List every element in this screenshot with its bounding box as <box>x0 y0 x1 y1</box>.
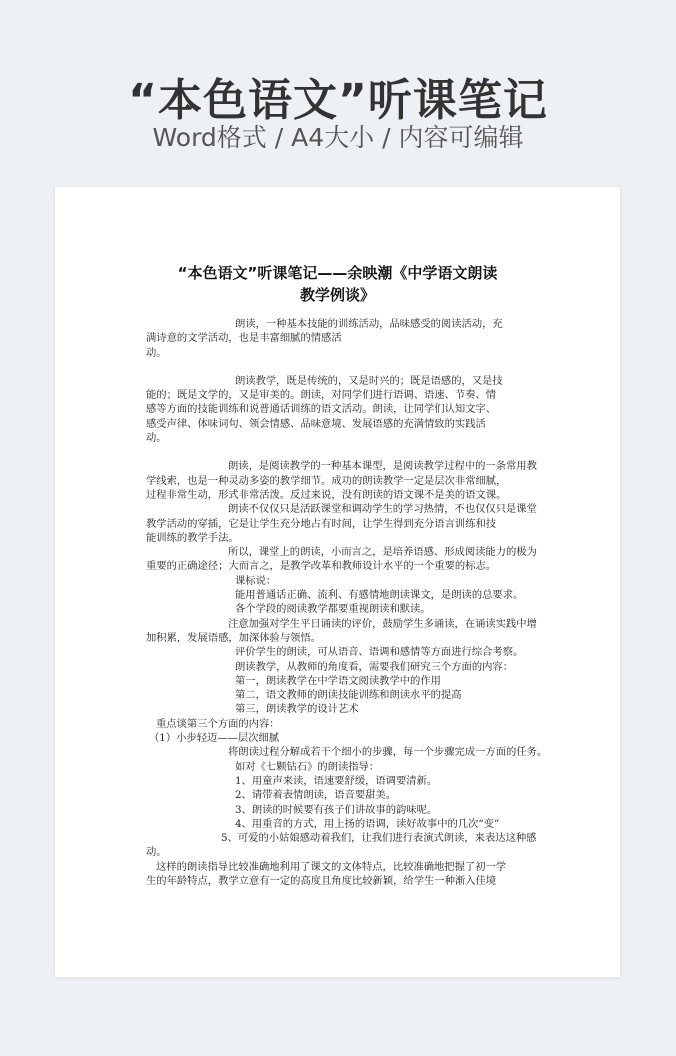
document-line: 4、用重音的方式，用上扬的语调，读好故事中的几次“变” <box>235 817 500 830</box>
document-line: 感受声律、体味词句、领会情感、品味意境、发展语感的充满情致的实践活 <box>146 417 486 430</box>
document-line: 教学活动的穿插，它是让学生充分地占有时间，让学生得到充分语言训练和技 <box>146 517 497 530</box>
document-line: 第一，朗读教学在中学语文阅读教学中的作用 <box>235 674 441 687</box>
document-line: 动。 <box>146 432 167 445</box>
document-line: 2、请带着表情朗读，语音要甜美。 <box>235 789 397 802</box>
document-line: 能的；既是文学的，又是审美的。朗读，对同学们进行语调、语速、节奏、情 <box>146 389 497 402</box>
document-title-line: 教学例谈》 <box>299 286 375 304</box>
document-line: 朗读教学，从教师的角度看，需要我们研究三个方面的内容： <box>235 660 514 673</box>
document-line: 重点谈第三个方面的内容： <box>156 717 280 730</box>
document-line: 所以，课堂上的朗读，小而言之，是培养语感、形成阅读能力的极为 <box>228 546 537 559</box>
document-line: 朗读教学，既是传统的，又是时兴的；既是语感的，又是技 <box>235 374 503 387</box>
document-line: 学线索，也是一种灵动多姿的教学细节。成功的朗读教学一定是层次非常细腻， <box>146 474 507 487</box>
document-line: 能训练的教学手法。 <box>146 531 239 544</box>
document-line: 课标说： <box>235 574 277 587</box>
document-title <box>55 262 620 306</box>
document-line: 能用普通话正确、流利、有感情地朗读课文，是朗读的总要求。 <box>235 589 524 602</box>
document-line: 5、可爱的小姑娘感动着我们，让我们进行表演式朗读，来表达这种感 <box>221 832 537 845</box>
document-line: 注意加强对学生平日诵读的评价，鼓励学生多诵读，在诵读实践中增 <box>228 617 537 630</box>
document-body <box>146 317 546 888</box>
document-line: 第二，语文教师的朗读技能训练和朗读水平的提高 <box>235 689 462 702</box>
document-line: 动。 <box>146 346 167 359</box>
paragraph-gap <box>146 360 546 374</box>
document-line: 各个学段的阅读教学都要重视朗读和默读。 <box>235 603 431 616</box>
document-line: 3、朗读的时候要有孩子们讲故事的韵味呢。 <box>235 803 438 816</box>
document-line: 这样的朗读指导比较准确地利用了课文的文体特点，比较准确地把握了初一学 <box>156 860 507 873</box>
document-line: 朗读不仅仅只是活跃课堂和调动学生的学习热情，不也仅仅只是课堂 <box>228 503 537 516</box>
banner-subtitle: Word格式 / A4大小 / 内容可编辑 <box>152 123 524 152</box>
document-line: 感等方面的技能训练和说普通话训练的语文活动。朗读，让同学们认知文字、 <box>146 403 497 416</box>
document-line: 朗读，一种基本技能的训练活动，品味感受的阅读活动，充 <box>235 318 503 330</box>
document-line: 生的年龄特点，教学立意有一定的高度且角度比较新颖，给学生一种渐入佳境 <box>146 874 497 887</box>
document-line: 朗读，是阅读教学的一种基本课型，是阅读教学过程中的一条常用教 <box>228 460 537 473</box>
document-line: 将朗读过程分解成若干个细小的步骤，每一个步骤完成一方面的任务。 <box>228 746 548 759</box>
document-line: 过程非常生动，形式非常活泼。反过来说，没有朗读的语文课不是美的语文课。 <box>146 488 507 501</box>
document-page <box>55 187 620 977</box>
document-line: 满诗意的文学活动，也是丰富细腻的情感活 <box>146 332 342 345</box>
document-line: 1、用童声来读，语速要舒缓，语调要清新。 <box>235 774 438 787</box>
document-line: 重要的正确途径；大而言之，是教学改革和教师设计水平的一个重要的标志。 <box>146 560 497 573</box>
document-line: 评价学生的朗读，可从语音、语调和感情等方面进行综合考察。 <box>235 646 524 659</box>
document-line: 加积累，发展语感，加深体验与领悟。 <box>146 631 322 644</box>
paragraph-gap <box>146 445 546 459</box>
document-line: 第三，朗读教学的设计艺术 <box>235 703 359 716</box>
document-line: （1）小步轻迈——层次细腻 <box>149 732 280 745</box>
document-line: 如对《七颗钻石》的朗读指导： <box>235 760 380 773</box>
document-title-line: “本色语文”听课笔记——余映潮《中学语文朗读 <box>177 264 498 282</box>
document-line: 动。 <box>146 846 167 859</box>
banner-title: “本色语文”听课笔记 <box>128 75 548 126</box>
